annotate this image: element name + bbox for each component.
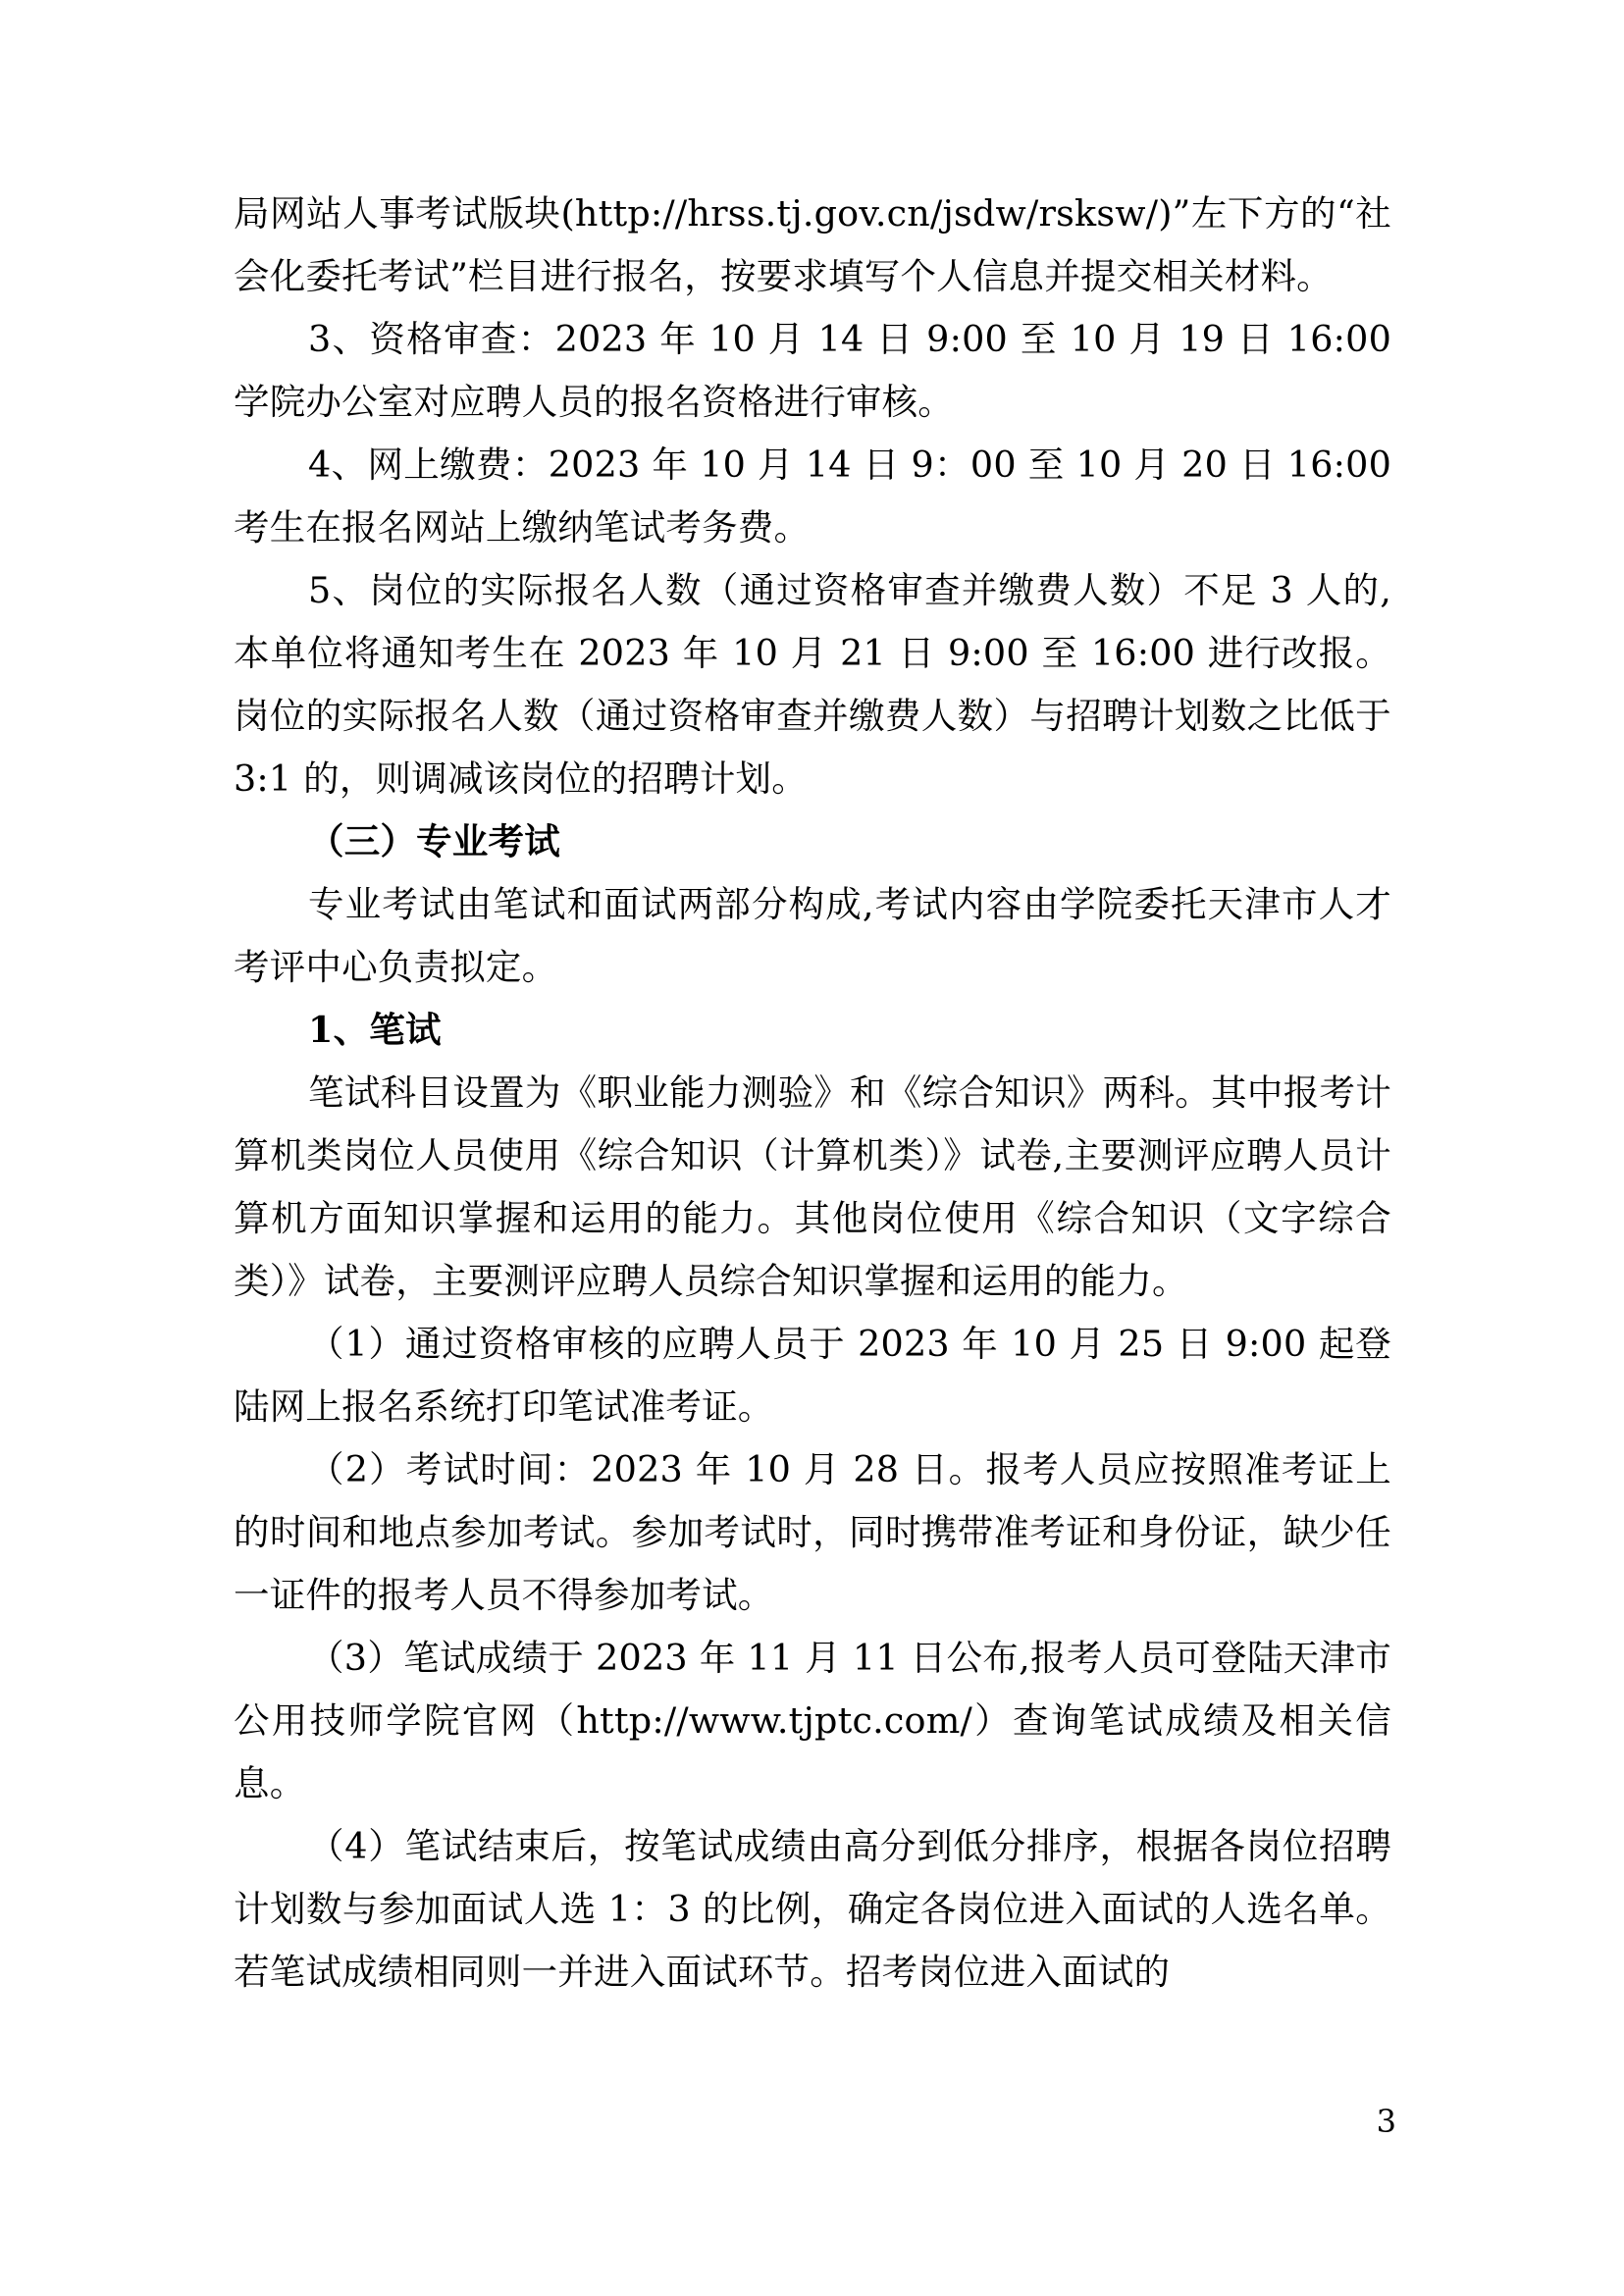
paragraph-qualification-review: 3、资格审查：2023 年 10 月 14 日 9:00 至 10 月 19 日 16:00 学院办公室对应聘人员的报名资格进行审核。 (234, 318, 1391, 423)
heading-written-exam: 1、笔试 (308, 1009, 442, 1051)
paragraph-admission-ticket: （1）通过资格审核的应聘人员于 2023 年 10 月 25 日 9:00 起登陆网上报名系统打印笔试准考证。 (234, 1323, 1391, 1428)
heading-professional-exam: （三）专业考试 (308, 820, 560, 862)
paragraph-interview-shortlist: （4）笔试结束后，按笔试成绩由高分到低分排序，根据各岗位招聘计划数与参加面试人选 1：3 的比例，确定各岗位进入面试的人选名单。若笔试成绩相同则一并进入面试环节。招考岗位进入面试的 (234, 1825, 1391, 1993)
paragraph-exam-time: （2）考试时间：2023 年 10 月 28 日。报考人员应按照准考证上的时间和地点参加考试。参加考试时，同时携带准考证和身份证，缺少任一证件的报考人员不得参加考试。 (234, 1448, 1391, 1616)
paragraph-score-release: （3）笔试成绩于 2023 年 11 月 11 日公布,报考人员可登陆天津市公用技师学院官网（http://www.tjptc.com/）查询笔试成绩及相关信息。 (234, 1637, 1391, 1804)
paragraph-online-payment: 4、网上缴费：2023 年 10 月 14 日 9：00 至 10 月 20 日 16:00 考生在报名网站上缴纳笔试考务费。 (234, 444, 1391, 548)
paragraph-applicant-threshold: 5、岗位的实际报名人数（通过资格审查并缴费人数）不足 3 人的,本单位将通知考生在 2023 年 10 月 21 日 9:00 至 16:00 进行改报。岗位的实际报名人数（通过资格审查并缴费人数）与招聘计划数之比低于 3:1 的，则调减该岗位的招聘计划。 (234, 569, 1391, 800)
document-body (234, 183, 1391, 2004)
paragraph-exam-composition: 专业考试由笔试和面试两部分构成,考试内容由学院委托天津市人才考评中心负责拟定。 (234, 883, 1391, 988)
page-number: 3 (1376, 2103, 1396, 2140)
paragraph-registration-website: 局网站人事考试版块(http://hrss.tj.gov.cn/jsdw/rsksw/)”左下方的“社会化委托考试”栏目进行报名，按要求填写个人信息并提交相关材料。 (234, 192, 1391, 297)
paragraph-written-exam-subjects: 笔试科目设置为《职业能力测验》和《综合知识》两科。其中报考计算机类岗位人员使用《综合知识（计算机类）》试卷,主要测评应聘人员计算机方面知识掌握和运用的能力。其他岗位使用《综合知识（文字综合类）》试卷，主要测评应聘人员综合知识掌握和运用的能力。 (234, 1071, 1391, 1302)
